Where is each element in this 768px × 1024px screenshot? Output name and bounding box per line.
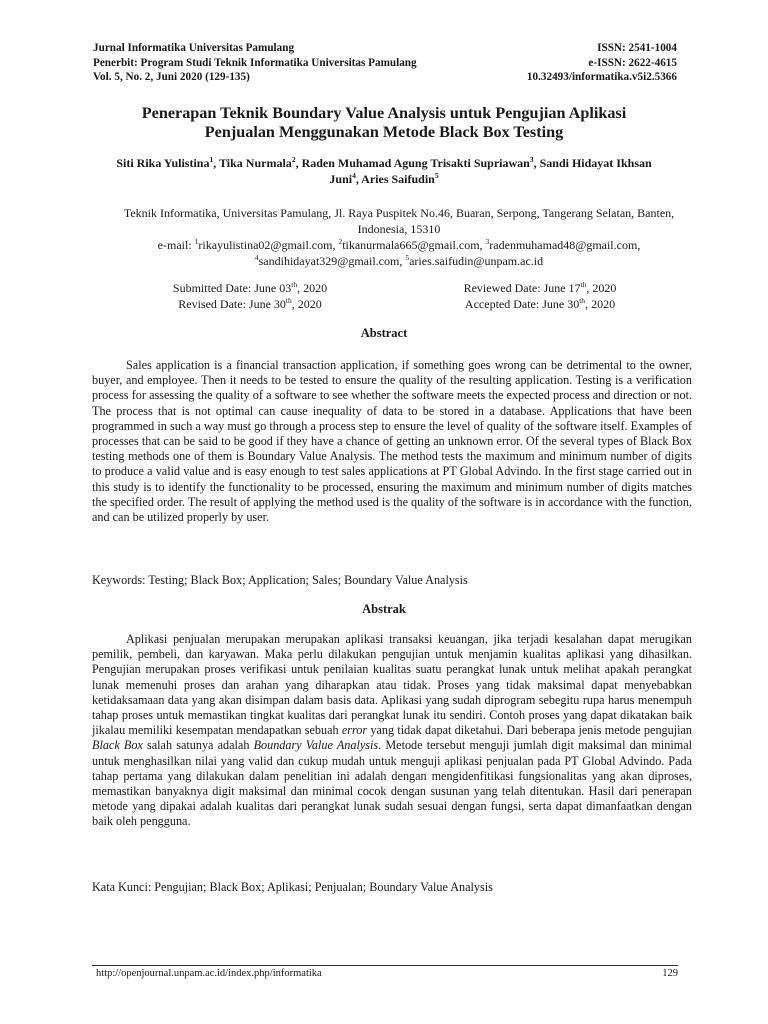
abstrak-text-segment: salah satunya adalah	[142, 738, 254, 753]
abstrak-body	[92, 632, 692, 830]
author-mark: 3	[529, 155, 534, 164]
abstrak-italic-term: Boundary Value Analysis	[253, 738, 379, 753]
volume-info: Vol. 5, No. 2, Juni 2020 (129-135)	[93, 71, 250, 83]
doi: 10.32493/informatika.v5i2.5366	[526, 71, 677, 83]
author-name: Siti Rika Yulistina	[116, 156, 210, 170]
email-mark: 5	[405, 253, 410, 262]
date-ordinal: th	[580, 280, 587, 289]
eissn: e-ISSN: 2622-4615	[588, 57, 677, 69]
abstrak-text-segment: . Metode tersebut menguji jumlah digit maksimal dan minimal untuk menghasilkan nilai yang valid dan cukup mudah untuk menguji aplikasi penjualan pada PT Global Advindo. Pada tahap pertama yang dilakukan dalam penelitian ini adalah dengan mengidenfitikasi fungsionalitas yang akan diproses, memastikan banyaknya digit maksimal dan minimal cocok dengan susunan yang telah ditentukan. Hasil dari penerapan metode yang dipakai adalah kualitas dari perangkat lunak sudah sesuai dengan fungsi, serta dapat dimanfaatkan dengan baik oleh pengguna.	[92, 738, 692, 829]
submitted-date	[150, 280, 350, 296]
email-address: tikanurmala665@gmail.com	[342, 238, 480, 252]
date-ordinal: th	[291, 280, 298, 289]
abstrak-heading: Abstrak	[362, 602, 406, 616]
author-mark: 4	[352, 171, 356, 180]
author-mark: 5	[434, 171, 439, 180]
author-mark: 2	[291, 155, 296, 164]
abstrak-text-segment: yang tidak dapat diketahui. Dari beberapa jenis metode pengujian	[367, 723, 692, 738]
abstrak-text-segment: Aplikasi penjualan merupakan merupakan aplikasi transaksi keuangan, jika terjadi kesalahan dapat merugikan pemilik, pembeli, dan karyawan. Maka perlu dilakukan pengujian untuk menjamin kualitas aplikasi yang dihasilkan. Pengujian merupakan proses verifikasi untuk penilaian kualitas suatu perangkat lunak untuk melihat apakah perangkat lunak memenuhi proses dan arahan yang diharapkan atau tidak. Proses yang tidak maksimal dapat menyebabkan ketidaksamaan data yang akan disimpan dalam basis data. Aplikasi yang sudah diprogram sebegitu rupa harus menempuh tahap proses untuk memastikan tingkat kualitas dari perangkat lunak itu sendiri. Contoh proses yang dapat dikatakan baik jikalau memiliki kesempatan mendapatkan sebuah	[92, 632, 692, 738]
journal-name: Jurnal Informatika Universitas Pamulang	[93, 42, 295, 54]
revised-date	[150, 296, 350, 312]
date-text: Submitted Date: June 03	[172, 281, 292, 295]
date-text: Accepted Date: June 30	[464, 297, 580, 311]
abstract-heading: Abstract	[360, 326, 408, 340]
abstract-body: Sales application is a financial transaction application, if something goes wrong can be detrimental to the owner, buyer, and employee. Then it needs to be tested to ensure the quality of the resulting application. Testing is a verification process for assessing the quality of a software to see whether the software meets the expected process and direction or not. The process that is not optimal can cause inequality of data to be stored in a database. Applications that have been programmed in such a way must go through a process step to ensure the level of quality of the software itself. Examples of processes that can be said to be good if they have a chance of getting an unknown error. Of the several types of Black Box testing methods one of them is Boundary Value Analysis. The method tests the maximum and minimum number of digits to produce a valid value and is easy enough to test sales applications at PT Global Advindo. In the first stage carried out in this study is to identify the functionality to be processed, ensuring the maximum and minimum number of digits matches the specified order. The result of applying the method used is the quality of the software is in accordance with the function, and can be utilized properly by user.	[92, 358, 692, 525]
footer-divider	[92, 965, 678, 966]
author-name: Aries Saifudin	[361, 172, 435, 186]
abstrak-italic-term: error	[341, 723, 368, 738]
date-year: , 2020	[291, 297, 322, 311]
author-name: Raden Muhamad Agung Trisakti Supriawan	[301, 156, 530, 170]
email-mark: 3	[485, 237, 490, 246]
date-ordinal: th	[285, 296, 292, 305]
author-name: Tika Nurmala	[219, 156, 292, 170]
affiliation-block: Teknik Informatika, Universitas Pamulang, Jl. Raya Puspitek No.46, Buaran, Serpong, Tangerang Selatan, Banten, Indonesia, 15310 e-mail: $^1$rikayulistina02@gmail.com, $^2$tikanurmala665@gmail.com, $^3$radenmuhamad48@gmail.com, $^4$sandihidayat329@gmail.com, $^5$aries.saifudin@unpam.ac.id	[123, 206, 675, 268]
dates-right-column	[435, 280, 645, 312]
date-year: , 2020	[586, 281, 617, 295]
email-address: rikayulistina02@gmail.com	[198, 238, 333, 252]
email-label: e-mail:	[157, 238, 195, 252]
author-list: Siti Rika Yulistina$^1$, Tika Nurmala$^2$, Raden Muhamad Agung Trisakti Supriawan$^3$, Sandi Hidayat Ikhsan Juni$^4$, Aries Saifudin$^5$	[116, 155, 652, 186]
issn: ISSN: 2541-1004	[597, 42, 677, 54]
date-text: Revised Date: June 30	[178, 297, 286, 311]
email-mark: 4	[254, 253, 259, 262]
title-line-2: Penjualan Menggunakan Metode Black Box Testing	[204, 122, 564, 141]
title-line-1: Penerapan Teknik Boundary Value Analysis untuk Pengujian Aplikasi	[141, 104, 627, 122]
kata-kunci: Kata Kunci: Pengujian; Black Box; Aplikasi; Penjualan; Boundary Value Analysis	[92, 880, 493, 894]
email-address: sandihidayat329@gmail.com	[258, 254, 400, 268]
date-text: Reviewed Date: June 17	[463, 281, 581, 295]
abstrak-italic-term: Black Box	[92, 738, 143, 753]
email-mark: 1	[194, 237, 199, 246]
accepted-date	[435, 296, 645, 312]
affiliation-address: Teknik Informatika, Universitas Pamulang, Jl. Raya Puspitek No.46, Buaran, Serpong, Tangerang Selatan, Banten, Indonesia, 15310	[123, 206, 675, 236]
page-number: 129	[662, 968, 678, 979]
email-address: aries.saifudin@unpam.ac.id	[409, 254, 544, 268]
date-ordinal: th	[579, 296, 586, 305]
email-mark: 2	[338, 237, 343, 246]
reviewed-date	[435, 280, 645, 296]
footer-url[interactable]: http://openjournal.unpam.ac.id/index.php/informatika	[96, 968, 322, 979]
date-year: , 2020	[585, 297, 616, 311]
date-year: , 2020	[297, 281, 328, 295]
keywords: Keywords: Testing; Black Box; Application; Sales; Boundary Value Analysis	[92, 573, 468, 587]
publisher: Penerbit: Program Studi Teknik Informatika Universitas Pamulang	[93, 57, 417, 69]
author-name: Sandi Hidayat Ikhsan Juni	[329, 156, 652, 186]
dates-left-column	[150, 280, 350, 312]
email-address: radenmuhamad48@gmail.com	[489, 238, 638, 252]
paper-title	[90, 104, 678, 141]
author-mark: 1	[209, 155, 214, 164]
